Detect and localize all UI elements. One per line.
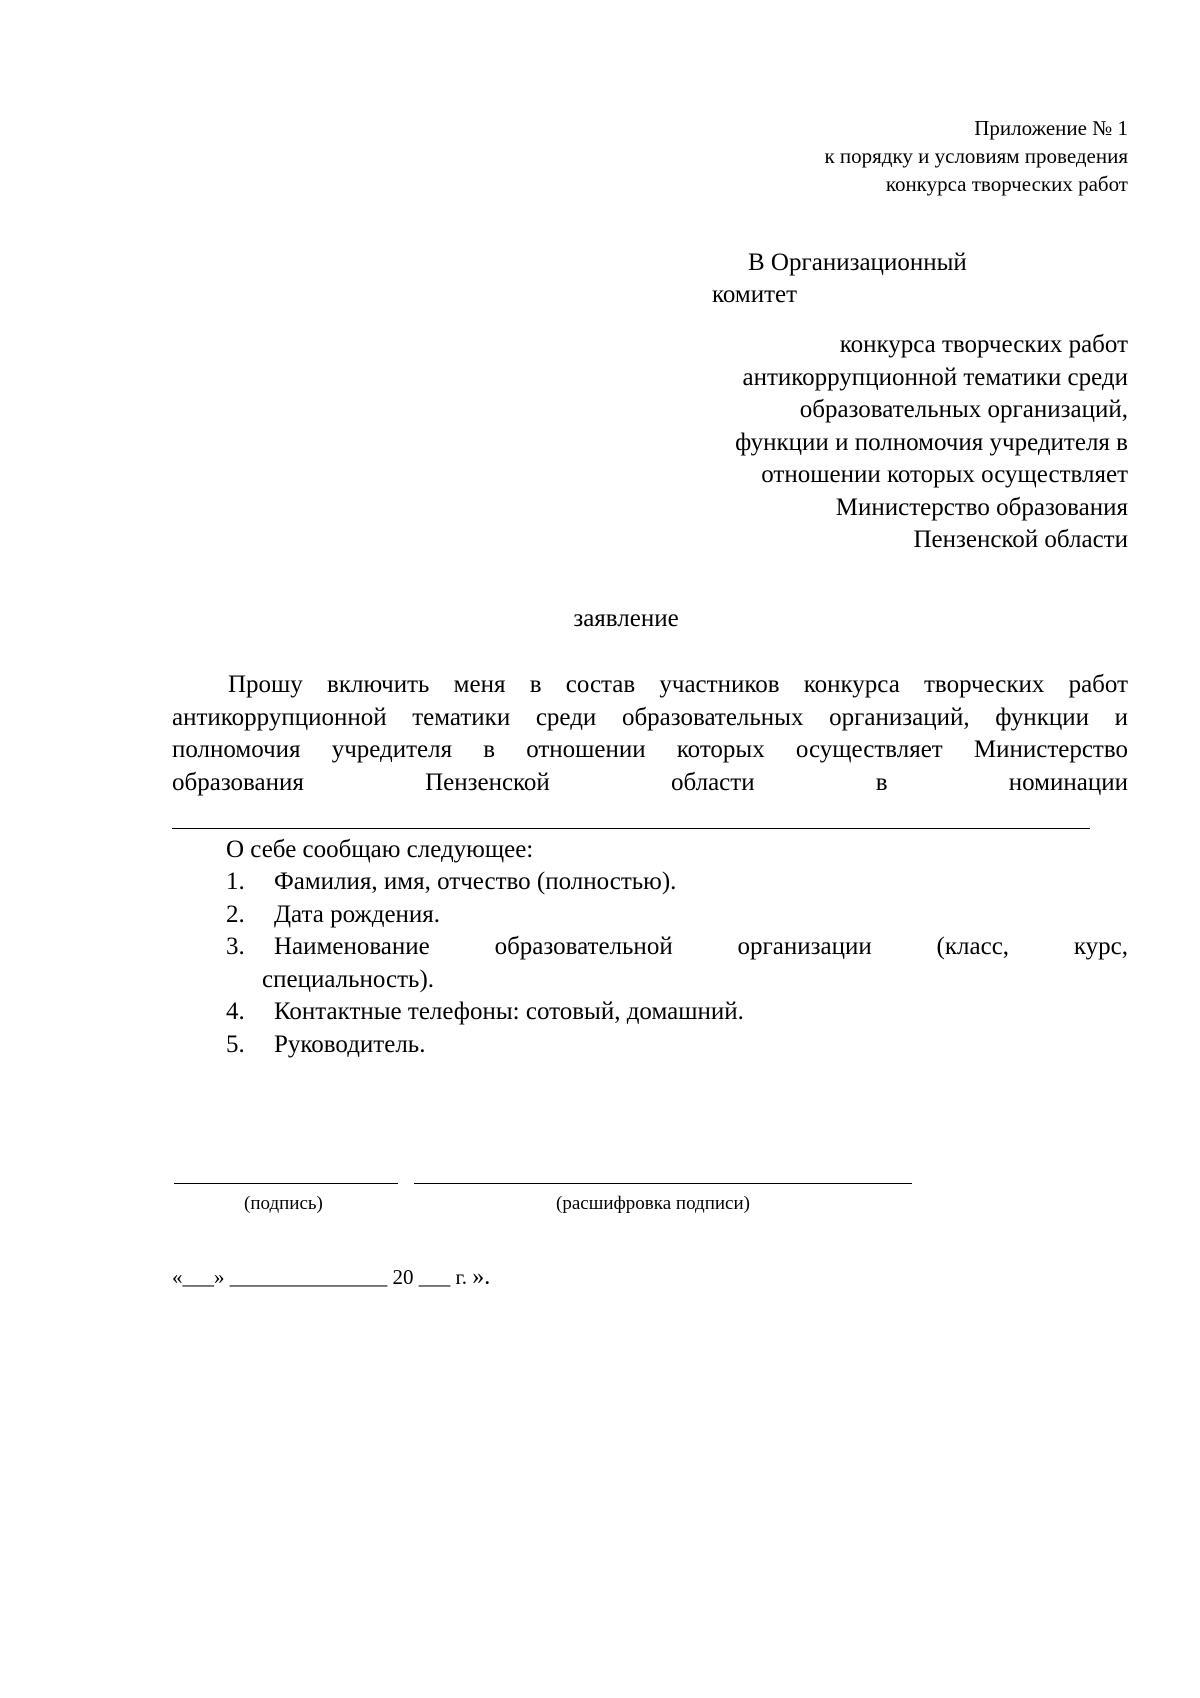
list-item-text: Фамилия, имя, отчество (полностью). <box>274 868 677 895</box>
nomination-blank-line <box>172 828 1090 829</box>
paragraph-line: Прошу включить меня в состав участников конкурса творческих работ <box>228 671 1128 698</box>
addressee-heading <box>712 247 967 311</box>
paragraph-line: полномочия учредителя в отношении которых осуществляет Министерство <box>172 736 1128 763</box>
list-item <box>226 1029 1128 1062</box>
addressee-line: Пензенской области <box>913 526 1128 553</box>
list-item-number: 4. <box>226 998 245 1025</box>
about-heading: О себе сообщаю следующее: <box>226 836 534 863</box>
addressee-line: отношении которых осуществляет <box>761 461 1128 488</box>
addressee-head-line-1: В Организационный <box>748 249 967 276</box>
signature-line <box>174 1183 398 1184</box>
application-paragraph <box>172 669 1128 799</box>
appendix-line-2: к порядку и условиям проведения <box>824 144 1128 168</box>
list-item-number: 1. <box>226 868 245 895</box>
date-line <box>172 1263 490 1291</box>
addressee-line: образовательных организаций, <box>799 396 1128 423</box>
list-item-number: 3. <box>226 933 245 960</box>
signature-caption: (подпись) <box>244 1193 323 1214</box>
list-item-text-continued: специальность). <box>262 965 435 993</box>
date-blank: «___» _______________ 20 ___ г. <box>172 1265 473 1289</box>
appendix-line-1: Приложение № 1 <box>974 116 1128 140</box>
paragraph-line: образования Пензенской области в номинации <box>172 768 1128 796</box>
list-item <box>226 899 1128 932</box>
document-title: заявление <box>573 605 679 632</box>
list-item-text: Контактные телефоны: сотовый, домашний. <box>274 998 744 1025</box>
list-item-number: 2. <box>226 900 245 928</box>
list-item-number: 5. <box>226 1030 245 1058</box>
list-item <box>226 866 1128 899</box>
appendix-line-3: конкурса творческих работ <box>885 172 1128 196</box>
signature-decoding-caption: (расшифровка подписи) <box>556 1193 750 1214</box>
list-item-text: Наименование образовательной организации (класс, курс, <box>274 933 1128 960</box>
addressee-body <box>735 329 1128 557</box>
addressee-line: конкурса творческих работ <box>839 331 1128 358</box>
list-item-text: Руководитель. <box>274 1030 426 1058</box>
addressee-head-line-2: комитет <box>712 281 798 308</box>
list-item-text: Дата рождения. <box>274 900 441 928</box>
appendix-note <box>824 114 1128 198</box>
list-item <box>226 996 1128 1029</box>
paragraph-line: антикоррупционной тематики среди образовательных организаций, функции и <box>172 703 1128 731</box>
date-closing-quote: ». <box>472 1264 491 1290</box>
list-item <box>226 931 1128 996</box>
about-list <box>226 866 1128 1061</box>
addressee-line: Министерство образования <box>835 493 1128 521</box>
signature-decoding-line <box>414 1183 912 1184</box>
addressee-line: антикоррупционной тематики среди <box>742 363 1128 391</box>
addressee-line: функции и полномочия учредителя в <box>735 428 1128 456</box>
